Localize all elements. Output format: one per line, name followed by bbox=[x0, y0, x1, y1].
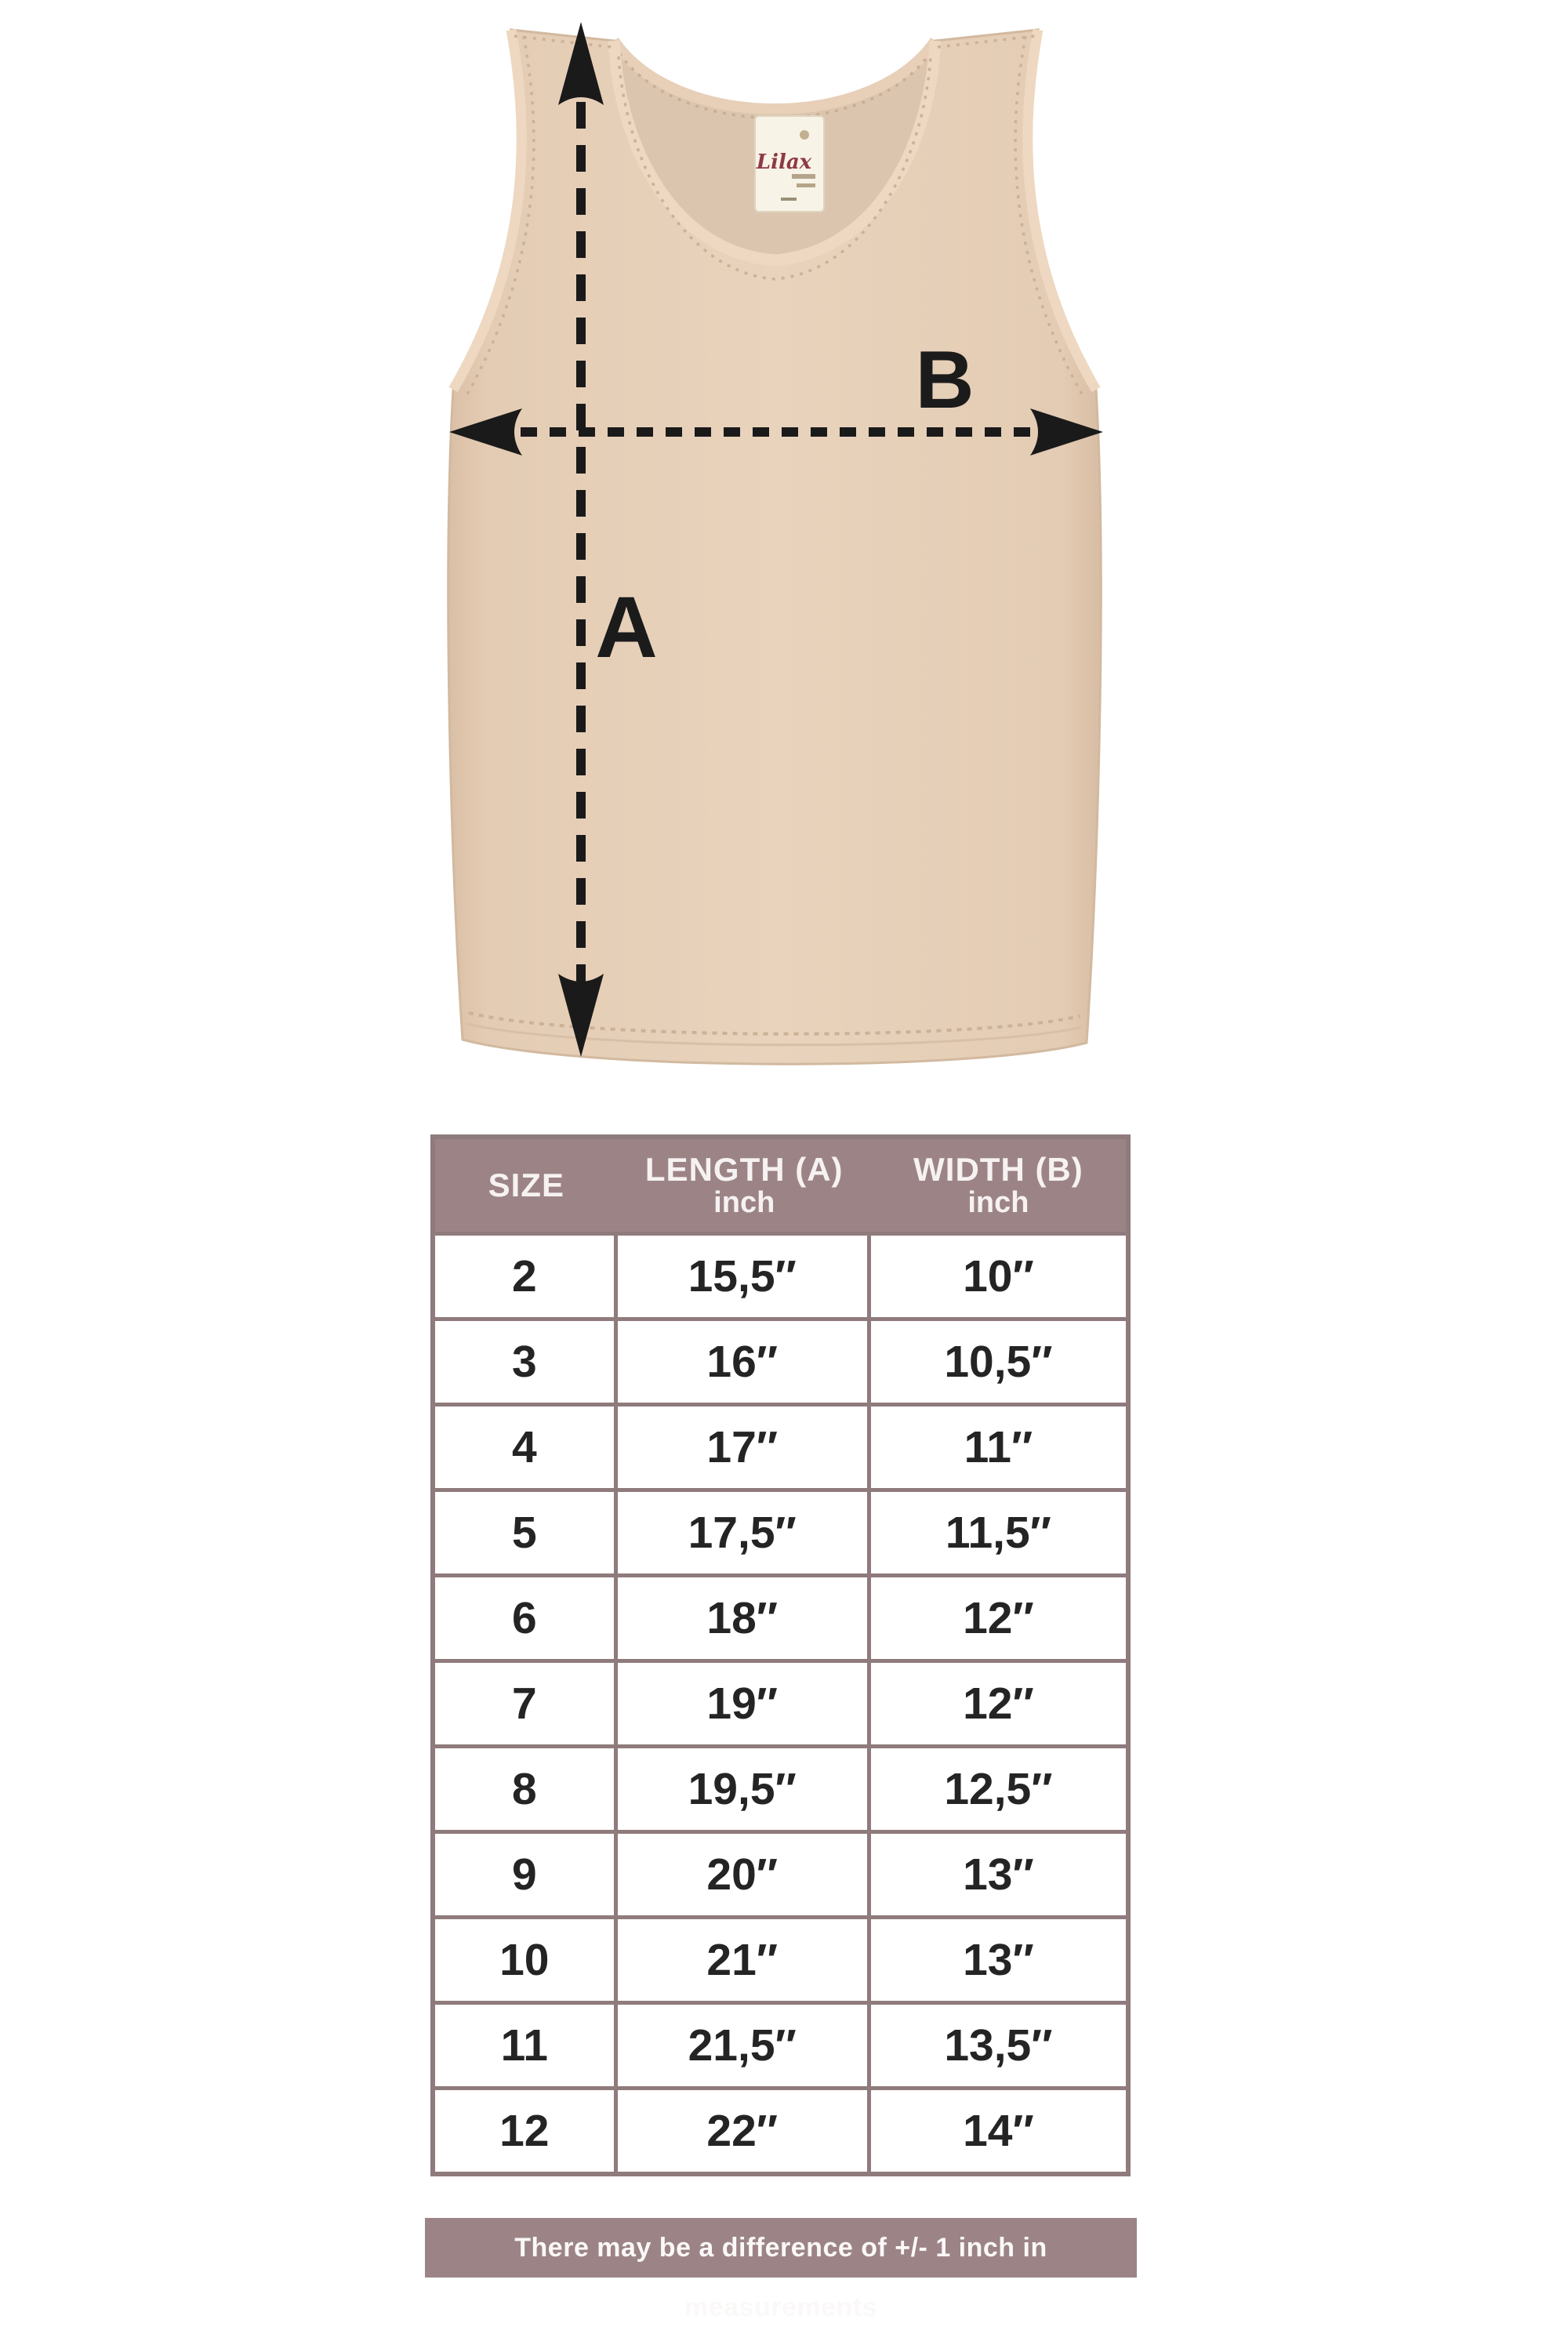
header-size bbox=[435, 1139, 618, 1232]
cell-size: 3 bbox=[435, 1321, 618, 1403]
header-length-title: LENGTH (A) bbox=[644, 1150, 844, 1188]
cell-size: 12 bbox=[435, 2090, 618, 2172]
header-length bbox=[618, 1139, 871, 1232]
cell-width: 14″ bbox=[963, 2106, 1034, 2156]
cell-size: 6 bbox=[435, 1577, 618, 1659]
table-row bbox=[435, 1915, 1126, 2001]
cell-size: 2 bbox=[435, 1236, 618, 1317]
table-row bbox=[435, 1317, 1126, 1403]
cell-length: 15,5″ bbox=[618, 1236, 871, 1317]
cell-width: 13″ bbox=[963, 1849, 1034, 1900]
label-length-a: A bbox=[595, 579, 658, 676]
tank-top-diagram bbox=[0, 0, 1568, 1121]
care-tag-text-line bbox=[792, 174, 815, 179]
table-row bbox=[435, 1403, 1126, 1488]
header-width bbox=[871, 1139, 1126, 1232]
label-width-b: B bbox=[915, 335, 975, 426]
cell-length: 22″ bbox=[618, 2090, 871, 2172]
cell-size: 7 bbox=[435, 1663, 618, 1744]
cell-size: 4 bbox=[435, 1406, 618, 1488]
care-tag-graphic bbox=[800, 130, 809, 140]
cell-length: 17″ bbox=[618, 1406, 871, 1488]
cell-length: 20″ bbox=[618, 1834, 871, 1915]
header-length-unit: inch bbox=[713, 1186, 775, 1220]
care-tag-text-line bbox=[797, 183, 815, 187]
cell-width: 11,5″ bbox=[945, 1508, 1051, 1558]
table-row bbox=[435, 2086, 1126, 2172]
header-width-title: WIDTH (B) bbox=[913, 1150, 1083, 1188]
cell-size: 9 bbox=[435, 1834, 618, 1915]
table-row bbox=[435, 1830, 1126, 1915]
cell-length: 21,5″ bbox=[618, 2005, 871, 2086]
cell-size: 10 bbox=[435, 1919, 618, 2001]
cell-length: 19,5″ bbox=[618, 1748, 871, 1830]
cell-size: 5 bbox=[435, 1492, 618, 1573]
table-row bbox=[435, 2001, 1126, 2086]
size-table-header bbox=[435, 1139, 1126, 1232]
care-tag-size-line bbox=[781, 198, 797, 201]
cell-size: 8 bbox=[435, 1748, 618, 1830]
cell-length: 19″ bbox=[618, 1663, 871, 1744]
table-row bbox=[435, 1488, 1126, 1573]
cell-width: 10,5″ bbox=[944, 1337, 1053, 1387]
cell-width: 13″ bbox=[963, 1935, 1034, 1985]
table-row bbox=[435, 1659, 1126, 1744]
header-size-title: SIZE bbox=[488, 1167, 564, 1204]
cell-width: 12,5″ bbox=[944, 1764, 1053, 1814]
care-tag bbox=[755, 116, 824, 212]
table-row bbox=[435, 1744, 1126, 1830]
cell-size: 11 bbox=[435, 2005, 618, 2086]
cell-length: 18″ bbox=[618, 1577, 871, 1659]
cell-length: 17,5″ bbox=[618, 1492, 871, 1573]
cell-width: 13,5″ bbox=[944, 2020, 1053, 2071]
cell-width: 10″ bbox=[963, 1251, 1034, 1301]
measurement-disclaimer: There may be a difference of +/- 1 inch in measurements bbox=[425, 2218, 1137, 2278]
cell-width: 12″ bbox=[963, 1679, 1034, 1729]
care-tag-brand: Lilax bbox=[756, 151, 812, 174]
header-width-unit: inch bbox=[967, 1186, 1029, 1220]
cell-width: 12″ bbox=[963, 1593, 1034, 1643]
cell-length: 16″ bbox=[618, 1321, 871, 1403]
cell-width: 11″ bbox=[964, 1422, 1033, 1472]
cell-length: 21″ bbox=[618, 1919, 871, 2001]
size-table bbox=[430, 1134, 1131, 2176]
table-row bbox=[435, 1232, 1126, 1317]
table-row bbox=[435, 1573, 1126, 1659]
